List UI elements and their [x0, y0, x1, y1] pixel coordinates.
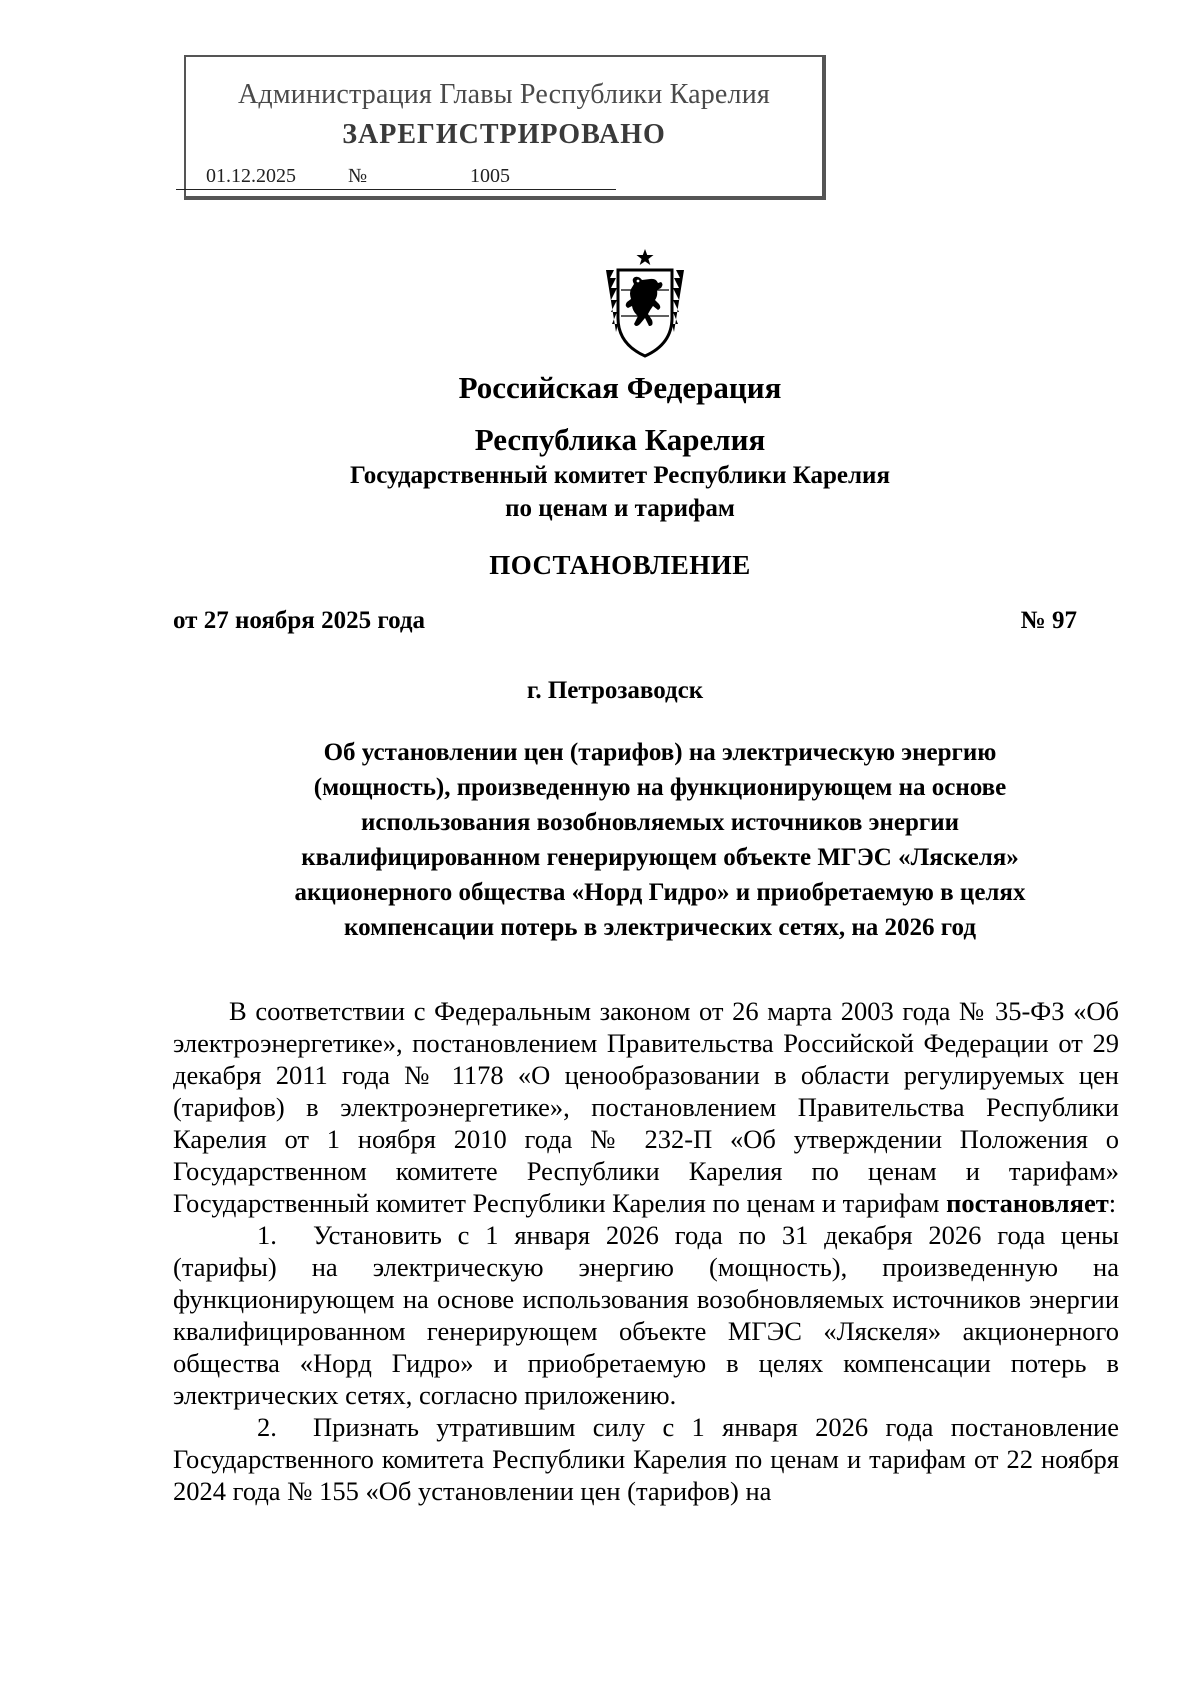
item-number: 1.: [257, 1220, 277, 1250]
title-line: акционерного общества «Норд Гидро» и приобретаемую в целях: [294, 879, 1026, 906]
item-text: Признать утратившим силу с 1 января 2026 года постановление Государственного комитета Республики Карелия по ценам и тарифам от 22 ноября 2024 года № 155 «Об установлении цен (тарифов) на: [173, 1412, 1119, 1506]
preamble-paragraph: [173, 995, 1119, 1219]
preamble-resolves: постановляет: [946, 1188, 1109, 1218]
stamp-registration-line: [176, 165, 616, 190]
coat-of-arms-icon: [598, 248, 692, 360]
stamp-number: 1005: [470, 165, 510, 187]
document-body: [173, 995, 1119, 1507]
decree-number: № 97: [1020, 607, 1077, 634]
registration-stamp: [184, 55, 826, 200]
item-text: Установить с 1 января 2026 года по 31 декабря 2026 года цены (тарифы) на электрическую энергию (мощность), произведенную на функционирующем на основе использования возобновляемых источников энергии квалифицированном генерирующем объекте МГЭС «Ляскеля» акционерного общества «Норд Гидро» и приобретаемую в целях компенсации потерь в электрических сетях, согласно приложению.: [173, 1220, 1119, 1410]
document-type: ПОСТАНОВЛЕНИЕ: [489, 550, 751, 580]
stamp-number-sign: №: [348, 165, 368, 187]
item-number: 2.: [257, 1412, 277, 1442]
header-federation: Российская Федерация: [458, 370, 782, 405]
title-line: квалифицированном генерирующем объекте МГЭС «Ляскеля»: [301, 844, 1019, 871]
list-item: [173, 1219, 1119, 1411]
title-line: компенсации потерь в электрических сетях, на 2026 год: [344, 914, 976, 941]
header-committee-line2: по ценам и тарифам: [505, 495, 735, 522]
title-line: Об установлении цен (тарифов) на электрическую энергию: [323, 739, 997, 766]
decree-date: от 27 ноября 2025 года: [173, 607, 425, 634]
stamp-organization: Администрация Главы Республики Карелия: [238, 79, 770, 110]
document-title: [250, 735, 1070, 945]
preamble-end: :: [1108, 1188, 1117, 1218]
title-line: использования возобновляемых источников энергии: [360, 809, 960, 836]
list-item: [173, 1411, 1119, 1507]
header-republic: Республика Карелия: [474, 422, 766, 457]
preamble-text: В соответствии с Федеральным законом от 26 марта 2003 года № 35-ФЗ «Об электроэнергетике», постановлением Правительства Российской Федерации от 29 декабря 2011 года № 1178 «О ценообразовании в области регулируемых цен (тарифов) в электроэнергетике», постановлением Правительства Республики Карелия от 1 ноября 2010 года № 232-П «Об утверждении Положения о Государственном комитете Республики Карелия по ценам и тарифам» Государственный комитет Республики Карелия по ценам и тарифам: [173, 996, 1119, 1218]
stamp-status: ЗАРЕГИСТРИРОВАНО: [342, 119, 666, 150]
header-committee-line1: Государственный комитет Республики Карелия: [350, 462, 890, 489]
decree-city: г. Петрозаводск: [526, 677, 704, 704]
stamp-date: 01.12.2025: [206, 165, 296, 187]
title-line: (мощность), произведенную на функционирующем на основе: [313, 774, 1007, 801]
